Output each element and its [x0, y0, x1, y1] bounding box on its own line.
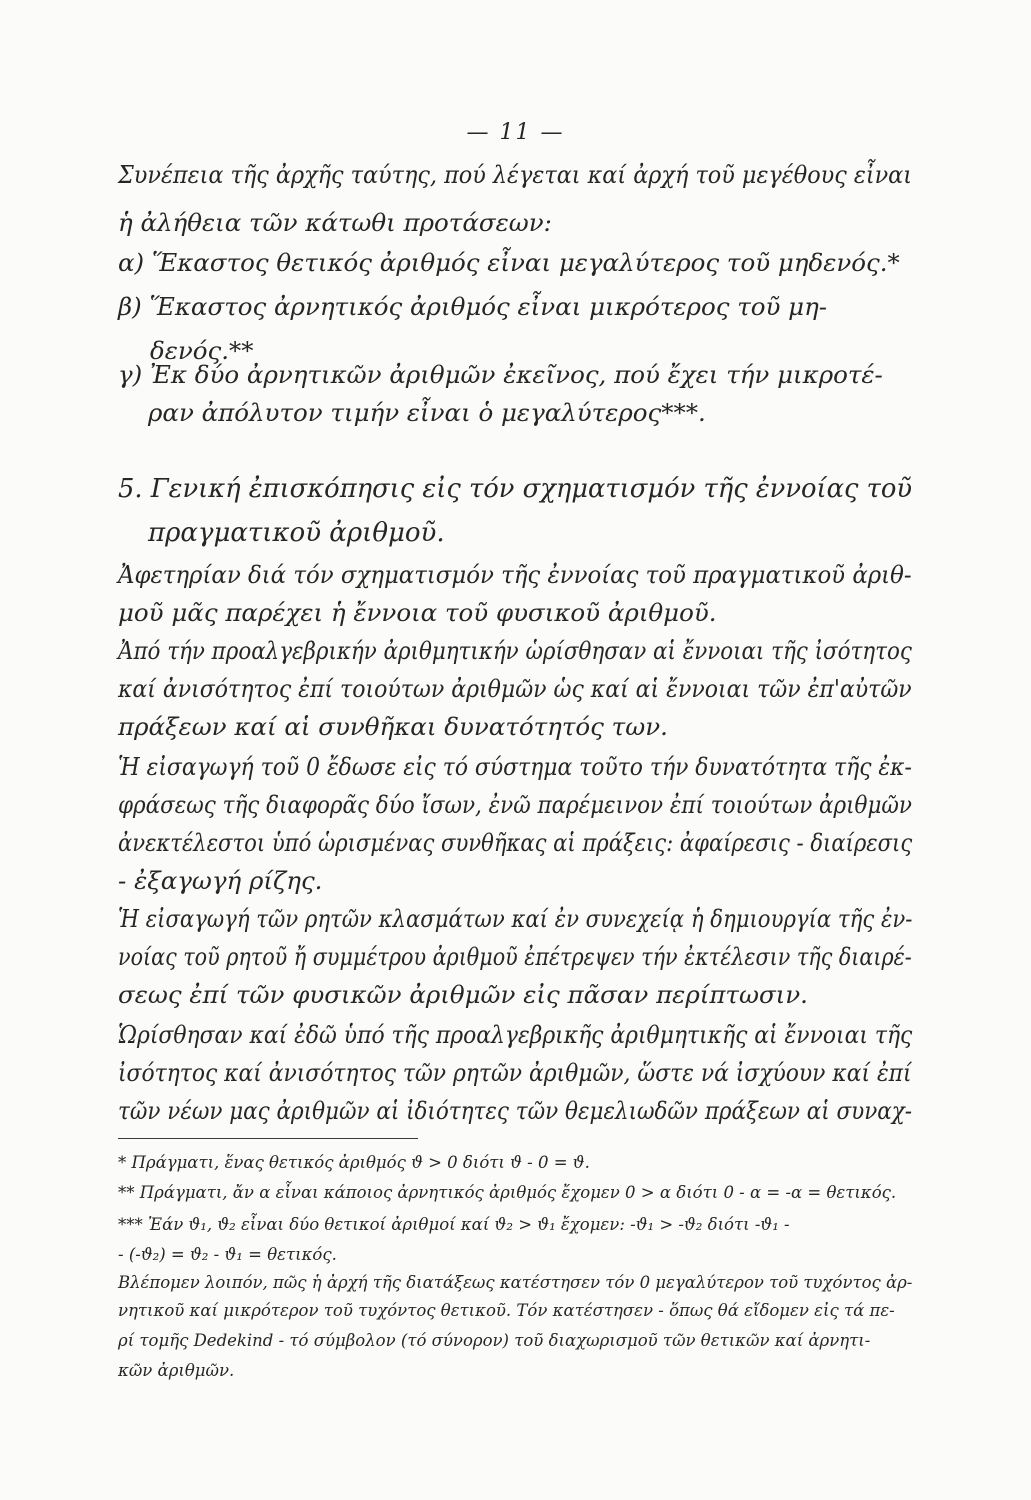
- footnote-line: * Πράγματι, ἕνας θετικός ἀριθμός ϑ > 0 διότι ϑ - 0 = ϑ.: [118, 1153, 590, 1172]
- body-line: πράξεων καί αἱ συνθῆκαι δυνατότητός των.: [118, 712, 668, 741]
- body-line: μοῦ μᾶς παρέχει ἡ ἔννοια τοῦ φυσικοῦ ἀριθμοῦ.: [118, 598, 717, 627]
- body-line: τῶν νέων μας ἀριθμῶν αἱ ἰδιότητες τῶν θεμελιωδῶν πράξεων αἱ συναχ-: [118, 1096, 913, 1125]
- body-line: σεως ἐπί τῶν φυσικῶν ἀριθμῶν εἰς πᾶσαν περίπτωσιν.: [118, 980, 808, 1009]
- footnote-line: νητικοῦ καί μικρότερον τοῦ τυχόντος θετικοῦ. Τόν κατέστησεν - ὅπως θά εἴδομεν εἰς τά πε-: [118, 1301, 895, 1320]
- body-line: φράσεως τῆς διαφορᾶς δύο ἴσων, ἐνῶ παρέμεινον ἐπί τοιούτων ἀριθμῶν: [118, 790, 912, 819]
- footnote-separator: [118, 1138, 418, 1139]
- body-line: β) Ἕκαστος ἀρνητικός ἀριθμός εἶναι μικρότερος τοῦ μη-: [118, 292, 828, 321]
- footnote-line: *** Ἐάν ϑ₁, ϑ₂ εἶναι δύο θετικοί ἀριθμοί καί ϑ₂ > ϑ₁ ἔχομεν: -ϑ₁ > -ϑ₂ διότι -ϑ₁ -: [118, 1215, 790, 1234]
- footnote-line: - (-ϑ₂) = ϑ₂ - ϑ₁ = θετικός.: [118, 1245, 337, 1264]
- footnote-line: ρί τομῆς Dedekind - τό σύμβολον (τό σύνορον) τοῦ διαχωρισμοῦ τῶν θετικῶν καί ἀρνητι-: [118, 1331, 871, 1350]
- body-line: Ἡ εἰσαγωγή τοῦ 0 ἔδωσε εἰς τό σύστημα τοῦτο τήν δυνατότητα τῆς ἐκ-: [118, 752, 912, 781]
- body-line: Ἡ εἰσαγωγή τῶν ρητῶν κλασμάτων καί ἐν συνεχείᾳ ἡ δημιουργία τῆς ἐν-: [118, 904, 913, 933]
- body-line: Ἀφετηρίαν διά τόν σχηματισμόν τῆς ἐννοίας τοῦ πραγματικοῦ ἀριθ-: [118, 560, 912, 589]
- body-line: ἀνεκτέλεστοι ὑπό ὡρισμένας συνθῆκας αἱ πράξεις: ἀφαίρεσις - διαίρεσις: [118, 828, 913, 857]
- page-number: — 11 —: [466, 120, 565, 145]
- footnote-line: Βλέπομεν λοιπόν, πῶς ἡ ἀρχή τῆς διατάξεως κατέστησεν τόν 0 μεγαλύτερον τοῦ τυχόντος ἀρ-: [118, 1273, 913, 1292]
- body-line: δενός.**: [150, 336, 254, 365]
- body-line: καί ἀνισότητος ἐπί τοιούτων ἀριθμῶν ὡς καί αἱ ἔννοιαι τῶν ἐπ'αὐτῶν: [118, 674, 912, 703]
- body-line: ἰσότητος καί ἀνισότητος τῶν ρητῶν ἀριθμῶν, ὥστε νά ἰσχύουν καί ἐπί: [118, 1058, 912, 1087]
- section-heading: 5. Γενική ἐπισκόπησις εἰς τόν σχηματισμόν τῆς ἐννοίας τοῦ: [118, 474, 913, 504]
- body-line: ἡ ἀλήθεια τῶν κάτωθι προτάσεων:: [118, 208, 552, 237]
- body-line: Συνέπεια τῆς ἀρχῆς ταύτης, πού λέγεται καί ἀρχή τοῦ μεγέθους εἶναι: [118, 160, 913, 189]
- body-line: ραν ἀπόλυτον τιμήν εἶναι ὁ μεγαλύτερος***.: [148, 398, 706, 427]
- body-line: Ὡρίσθησαν καί ἐδῶ ὑπό τῆς προαλγεβρικῆς ἀριθμητικῆς αἱ ἔννοιαι τῆς: [118, 1020, 913, 1049]
- body-line: νοίας τοῦ ρητοῦ ἤ συμμέτρου ἀριθμοῦ ἐπέτρεψεν τήν ἐκτέλεσιν τῆς διαιρέ-: [118, 942, 912, 971]
- body-line: γ) Ἐκ δύο ἀρνητικῶν ἀριθμῶν ἐκεῖνος, πού ἔχει τήν μικροτέ-: [118, 360, 883, 389]
- section-heading: πραγματικοῦ ἀριθμοῦ.: [148, 518, 445, 548]
- body-line: α) Ἕκαστος θετικός ἀριθμός εἶναι μεγαλύτερος τοῦ μηδενός.*: [118, 248, 900, 277]
- footnote-line: κῶν ἀριθμῶν.: [118, 1361, 235, 1380]
- footnote-line: ** Πράγματι, ἄν α εἶναι κάποιος ἀρνητικός ἀριθμός ἔχομεν 0 > α διότι 0 - α = -α = θετικός.: [118, 1183, 897, 1202]
- body-line: - ἐξαγωγή ρίζης.: [118, 866, 323, 895]
- body-line: Ἀπό τήν προαλγεβρικήν ἀριθμητικήν ὡρίσθησαν αἱ ἔννοιαι τῆς ἰσότητος: [118, 636, 912, 665]
